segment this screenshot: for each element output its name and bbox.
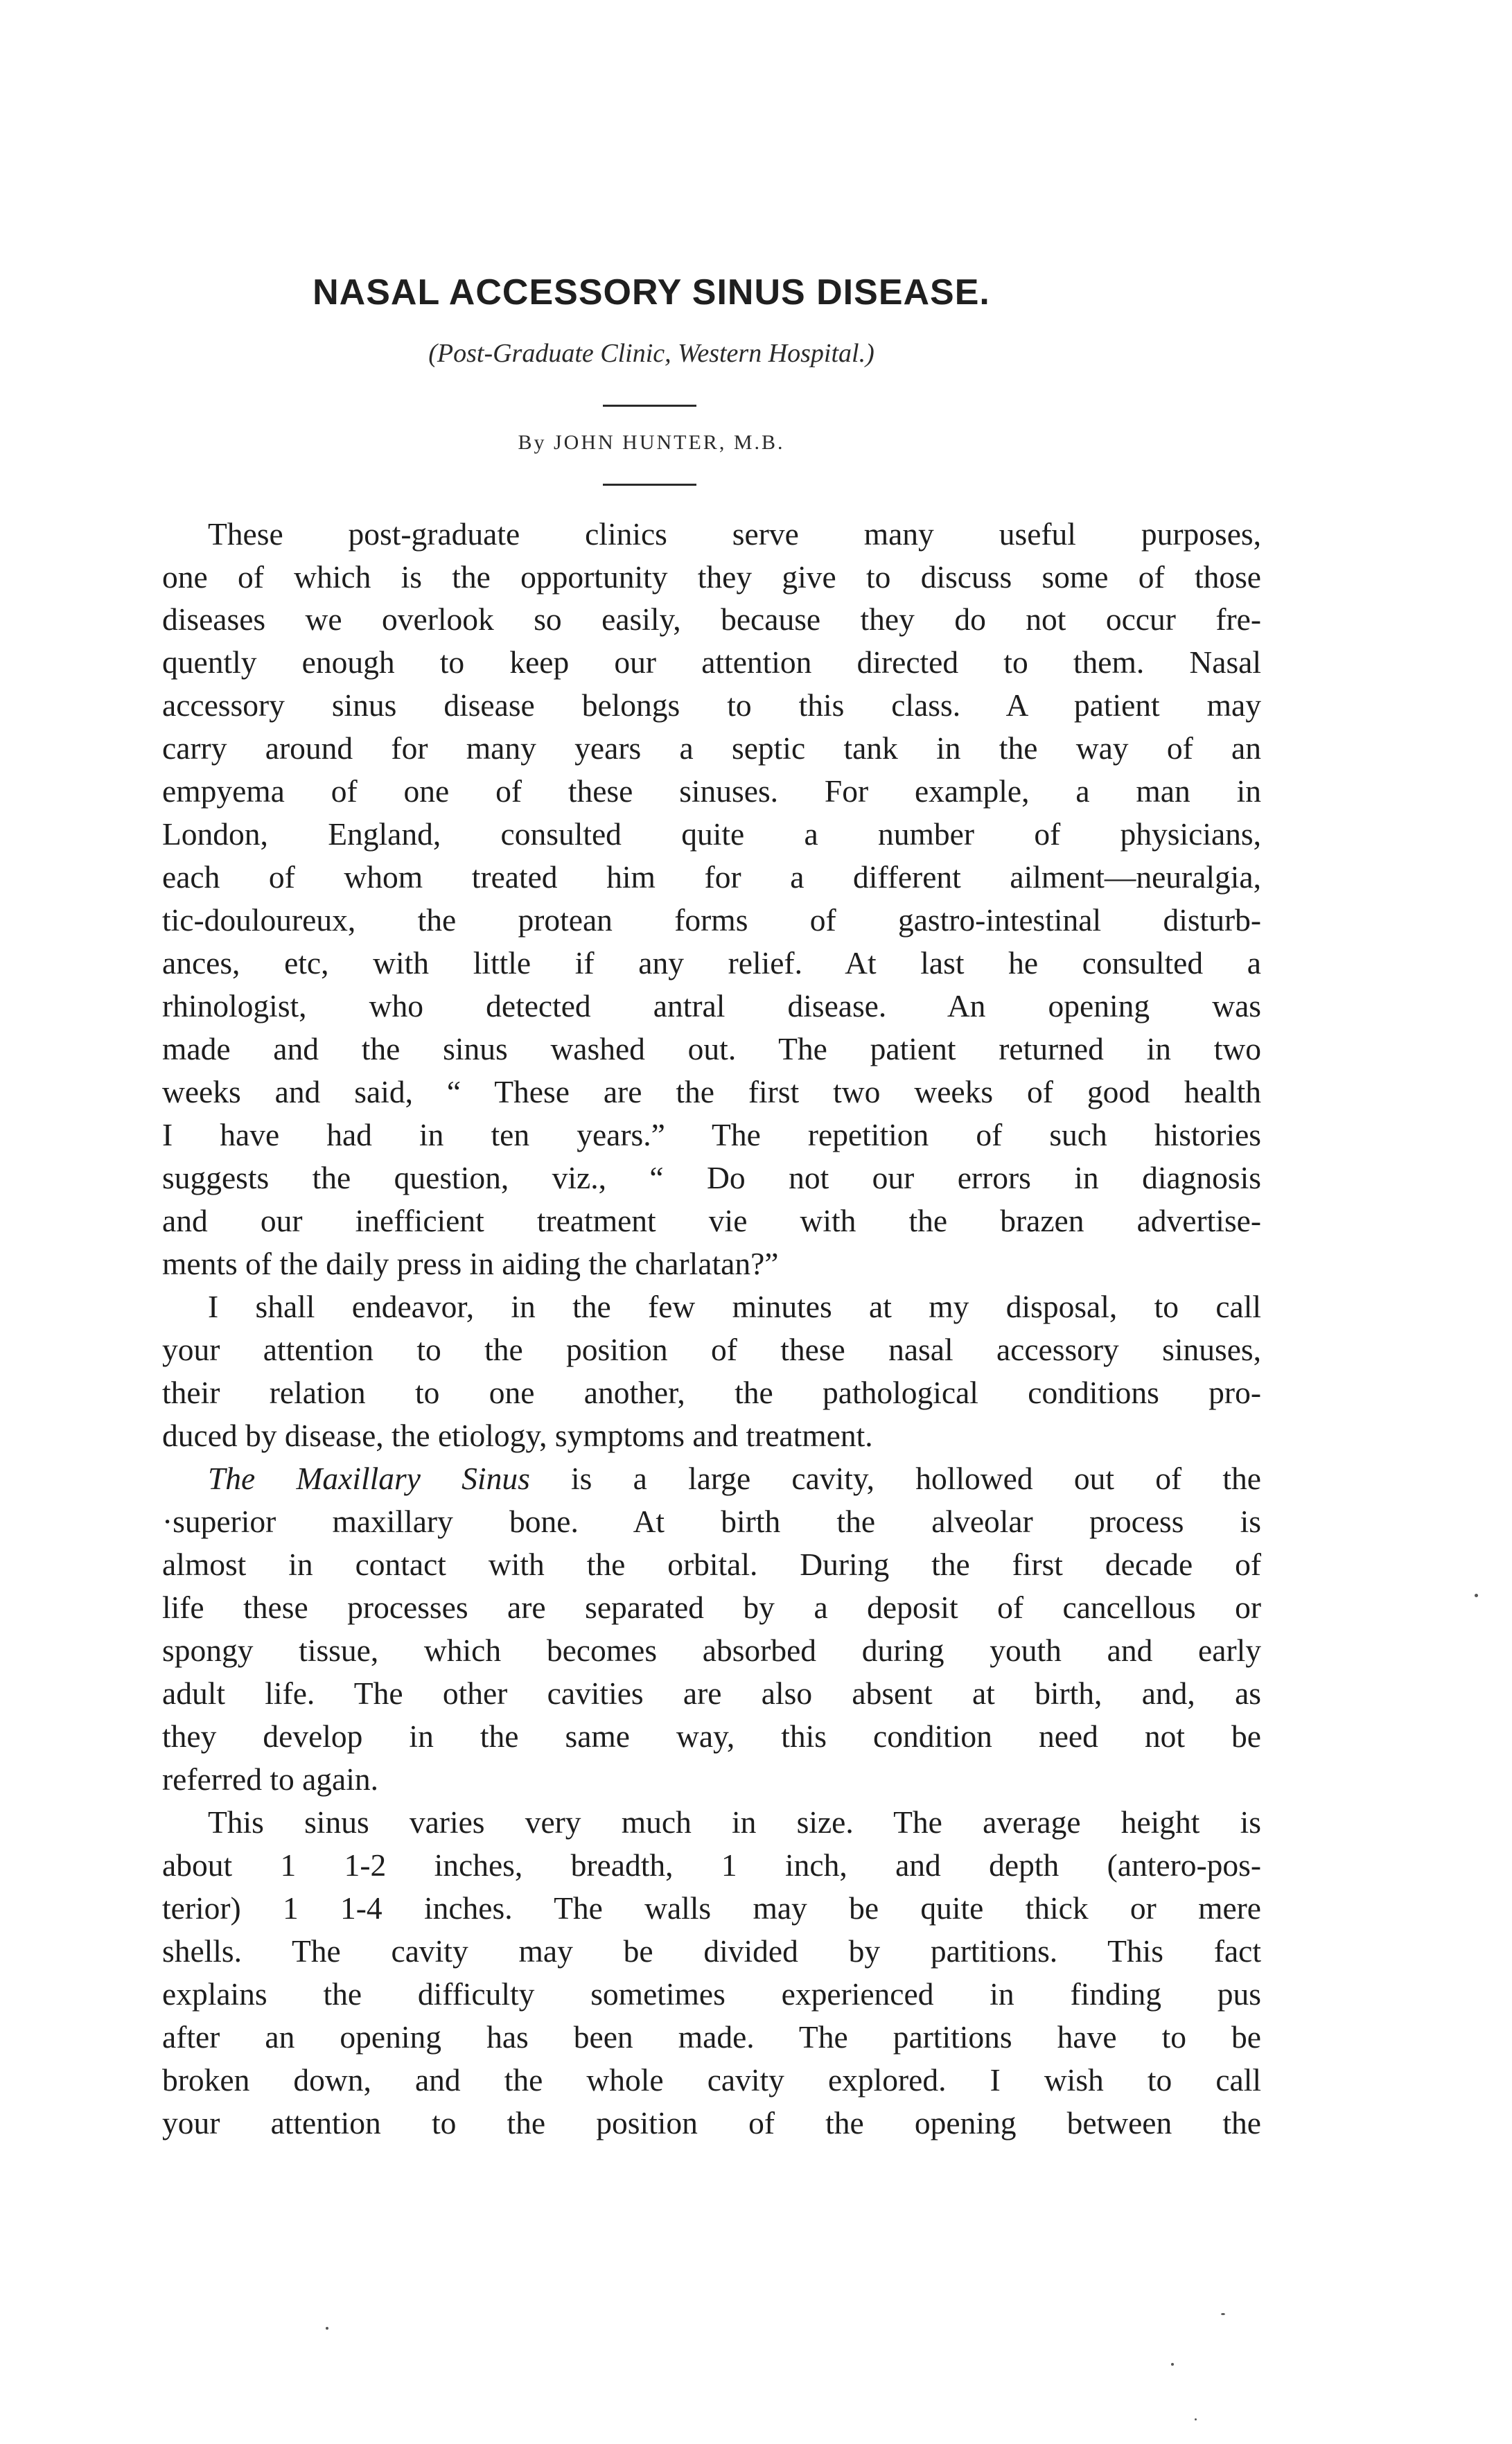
text-line: I shall endeavor, in the few minutes at my disposal, to call [208,1289,1261,1324]
text-line: carry around for many years a septic tank in the way of an [162,730,1261,766]
text-line: duced by disease, the etiology, symptoms and treatment. [162,1418,873,1453]
text-line: suggests the question, viz., “ Do not our errors in diagnosis [162,1160,1261,1195]
text-line: their relation to one another, the pathological conditions pro- [162,1375,1261,1410]
text-line: referred to again. [162,1761,378,1797]
text-line: London, England, consulted quite a number of physicians, [162,816,1261,852]
text-line: tic-douloureux, the protean forms of gastro-intestinal disturb- [162,902,1261,938]
text-line: spongy tissue, which becomes absorbed during youth and early [162,1633,1261,1668]
text-line: one of which is the opportunity they give to discuss some of those [162,559,1261,595]
text-line-rest: is a large cavity, hollowed out of the [571,1461,1261,1496]
text-line: ·superior maxillary bone. At birth the alveolar process is [162,1504,1261,1539]
text-line: adult life. The other cavities are also absent at birth, and, as [162,1676,1261,1711]
text-line: I have had in ten years.” The repetition of such histories [162,1117,1261,1152]
text-line: terior) 1 1-4 inches. The walls may be quite thick or mere [162,1890,1261,1926]
italic-heading: The Maxillary Sinus [208,1461,530,1496]
text-line: ments of the daily press in aiding the charlatan?” [162,1246,779,1281]
text-line [208,1458,1261,1500]
text-line: accessory sinus disease belongs to this class. A patient may [162,687,1261,723]
text-line: made and the sinus washed out. The patient returned in two [162,1031,1261,1066]
text-line: weeks and said, “ These are the first two weeks of good health [162,1074,1261,1109]
text-line: rhinologist, who detected antral disease. An opening was [162,988,1261,1023]
text-line: These post-graduate clinics serve many useful purposes, [208,516,1261,552]
article-subtitle: (Post-Graduate Clinic, Western Hospital.) [428,339,874,368]
scan-speck [1221,2313,1225,2315]
article-author: By JOHN HUNTER, M.B. [518,431,785,454]
text-line: quently enough to keep our attention directed to them. Nasal [162,644,1261,680]
text-line: your attention to the position of the opening between the [162,2105,1261,2140]
scan-speck [1195,2418,1197,2420]
text-line: after an opening has been made. The partitions have to be [162,2019,1261,2055]
text-line: they develop in the same way, this condition need not be [162,1718,1261,1754]
text-line: each of whom treated him for a different ailment—neuralgia, [162,859,1261,895]
text-line: your attention to the position of these nasal accessory sinuses, [162,1332,1261,1367]
article-title: NASAL ACCESSORY SINUS DISEASE. [313,272,990,313]
text-line: explains the difficulty sometimes experienced in finding pus [162,1976,1261,2012]
text-line: almost in contact with the orbital. During the first decade of [162,1547,1261,1582]
scan-speck [1475,1594,1478,1597]
text-line: diseases we overlook so easily, because they do not occur fre- [162,601,1261,637]
text-line: broken down, and the whole cavity explored. I wish to call [162,2062,1261,2098]
scan-speck [326,2327,328,2330]
text-line: about 1 1-2 inches, breadth, 1 inch, and depth (antero-pos- [162,1847,1261,1883]
scan-speck [1171,2363,1174,2366]
text-line: shells. The cavity may be divided by partitions. This fact [162,1933,1261,1969]
text-line: life these processes are separated by a deposit of cancellous or [162,1590,1261,1625]
text-line: and our inefficient treatment vie with the brazen advertise- [162,1203,1261,1238]
text-line: This sinus varies very much in size. The average height is [208,1804,1261,1840]
text-line: empyema of one of these sinuses. For example, a man in [162,773,1261,809]
text-line: ances, etc, with little if any relief. At last he consulted a [162,945,1261,981]
